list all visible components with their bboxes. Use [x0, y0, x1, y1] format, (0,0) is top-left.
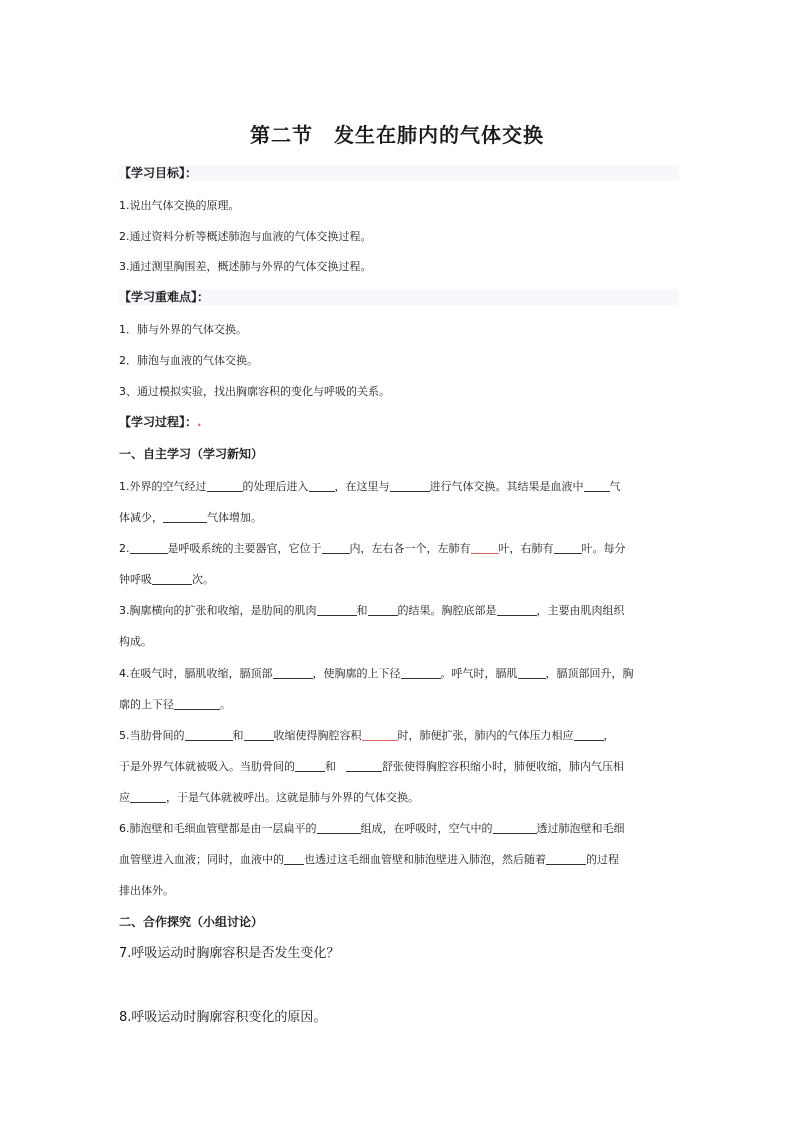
section2-heading: 二、合作探究（小组讨论）: [119, 915, 264, 929]
question-7: 7.呼吸运动时胸廓容积是否发生变化？: [119, 946, 340, 961]
question-text: 的处理后进入: [242, 480, 309, 493]
question-text: ，膈顶部回升，胸: [545, 667, 634, 680]
question-1-line-2: [119, 510, 679, 526]
question-text: 叶。每分: [581, 542, 626, 555]
question-text: 和: [325, 760, 336, 773]
question-text: ，: [603, 729, 615, 742]
blank[interactable]: [163, 510, 207, 523]
question-text: 和: [232, 729, 244, 742]
question-3-line-2: [119, 634, 679, 650]
question-2-line-1: [119, 541, 679, 557]
question-text: 透过肺泡壁和毛细: [536, 822, 625, 835]
page-title: 第二节 发生在肺内的气体交换: [250, 123, 544, 147]
blank[interactable]: [317, 603, 357, 616]
question-text: 次。: [192, 573, 214, 586]
blank[interactable]: [368, 603, 398, 616]
blank[interactable]: [493, 821, 537, 834]
question-text: 舒张使得胸腔容积缩小时，肺便收缩，肺内气压相: [382, 760, 624, 773]
question-5-line-2: [119, 759, 679, 775]
question-6-line-1: [119, 821, 679, 837]
question-text: 的过程: [586, 853, 619, 866]
objective-item: 3.通过测里胸围差，概述肺与外界的气体交换过程。: [119, 260, 372, 273]
question-text: 气: [609, 480, 621, 493]
question-4-line-2: [119, 697, 679, 713]
process-heading: [119, 414, 679, 430]
blank[interactable]: [471, 541, 499, 554]
question-text: 收缩使得胸腔容积: [273, 729, 362, 742]
question-text: 5.当肋骨间的: [119, 729, 185, 742]
question-text: ，使胸廓的上下径: [312, 667, 401, 680]
process-heading-dot: .: [197, 415, 202, 429]
keypoint-item: 2．肺泡与血液的气体交换。: [119, 354, 258, 367]
blank[interactable]: [174, 697, 220, 710]
keypoint-item: 1．肺与外界的气体交换。: [119, 323, 247, 336]
question-2-line-2: [119, 572, 679, 588]
question-text: 时，肺便扩张，肺内的气体压力相应: [397, 729, 574, 742]
question-6-line-2: [119, 852, 679, 868]
question-text: 气体增加。: [207, 511, 262, 524]
keypoints-heading: 【学习重难点】：: [119, 289, 679, 305]
question-text: 。呼气时，膈肌: [440, 667, 518, 680]
blank[interactable]: [273, 666, 313, 679]
blank[interactable]: [401, 666, 441, 679]
blank[interactable]: [309, 479, 335, 492]
question-text: 1.外界的空气经过: [119, 480, 207, 493]
blank[interactable]: [497, 603, 537, 616]
blank[interactable]: [130, 790, 166, 803]
blank[interactable]: [152, 572, 192, 585]
question-3-line-1: [119, 603, 679, 619]
question-text: 。: [220, 698, 231, 711]
section1-heading: 一、自主学习（学习新知）: [119, 447, 264, 461]
question-5-line-1: [119, 728, 679, 744]
question-text: 6.肺泡壁和毛细血管壁都是由一层扁平的: [119, 822, 317, 835]
question-text: 2.: [119, 542, 130, 555]
question-text: 组成，在呼吸时，空气中的: [360, 822, 493, 835]
question-8: 8.呼吸运动时胸廓容积变化的原因。: [119, 1010, 327, 1025]
question-text: ，于是气体就被呼出。这就是肺与外界的气体交换。: [166, 791, 419, 804]
question-text: 的结果。胸腔底部是: [397, 604, 497, 617]
question-text: 和: [356, 604, 368, 617]
question-1-line-1: [119, 479, 679, 495]
question-4-line-1: [119, 666, 679, 682]
blank[interactable]: [546, 852, 586, 865]
blank[interactable]: [284, 852, 304, 865]
question-text: 于是外界气体就被吸入。当肋骨间的: [119, 760, 295, 773]
question-text: 3.胸廓横向的扩张和收缩，是肋间的肌肉: [119, 604, 317, 617]
question-text: 钟呼吸: [119, 573, 152, 586]
blank[interactable]: [130, 541, 168, 554]
question-6-line-3: [119, 883, 679, 899]
question-text: ，主要由肌肉组织: [536, 604, 625, 617]
question-text: 血管壁进入血液；同时，血液中的: [119, 853, 284, 866]
question-text: 内，左右各一个，左肺有: [349, 542, 471, 555]
blank[interactable]: [518, 666, 546, 679]
blank[interactable]: [322, 541, 350, 554]
blank[interactable]: [295, 759, 325, 772]
question-text: ，在这里与: [334, 480, 390, 493]
question-text: 廓的上下径: [119, 698, 174, 711]
blank[interactable]: [554, 541, 582, 554]
objectives-heading: 【学习目标】：: [119, 165, 679, 181]
question-text: 排出体外。: [119, 884, 174, 897]
blank[interactable]: [584, 479, 610, 492]
blank[interactable]: [317, 821, 361, 834]
question-5-line-3: [119, 790, 679, 806]
blank[interactable]: [574, 728, 604, 741]
blank[interactable]: [390, 479, 430, 492]
blank[interactable]: [185, 728, 233, 741]
question-text: 也透过这毛细血管壁和肺泡壁进入肺泡，然后随着: [304, 853, 546, 866]
blank[interactable]: [244, 728, 274, 741]
question-text: 进行气体交换。其结果是血液中: [429, 480, 584, 493]
question-text: 叶，右肺有: [498, 542, 554, 555]
question-text: 应: [119, 791, 130, 804]
question-text: 体减少，: [119, 511, 163, 524]
objective-item: 1.说出气体交换的原理。: [119, 199, 240, 212]
objective-item: 2.通过资料分析等概述肺泡与血液的气体交换过程。: [119, 230, 372, 243]
question-text: 是呼吸系统的主要器官，它位于: [167, 542, 322, 555]
question-text: 构成。: [119, 635, 152, 648]
process-heading-text: 【学习过程】：: [119, 415, 198, 429]
blank[interactable]: [362, 728, 398, 741]
question-text: 4.在吸气时，膈肌收缩，膈顶部: [119, 667, 273, 680]
blank[interactable]: [207, 479, 243, 492]
blank[interactable]: [346, 759, 382, 772]
keypoint-item: 3、通过模拟实验，找出胸廓容积的变化与呼吸的关系。: [119, 385, 390, 398]
